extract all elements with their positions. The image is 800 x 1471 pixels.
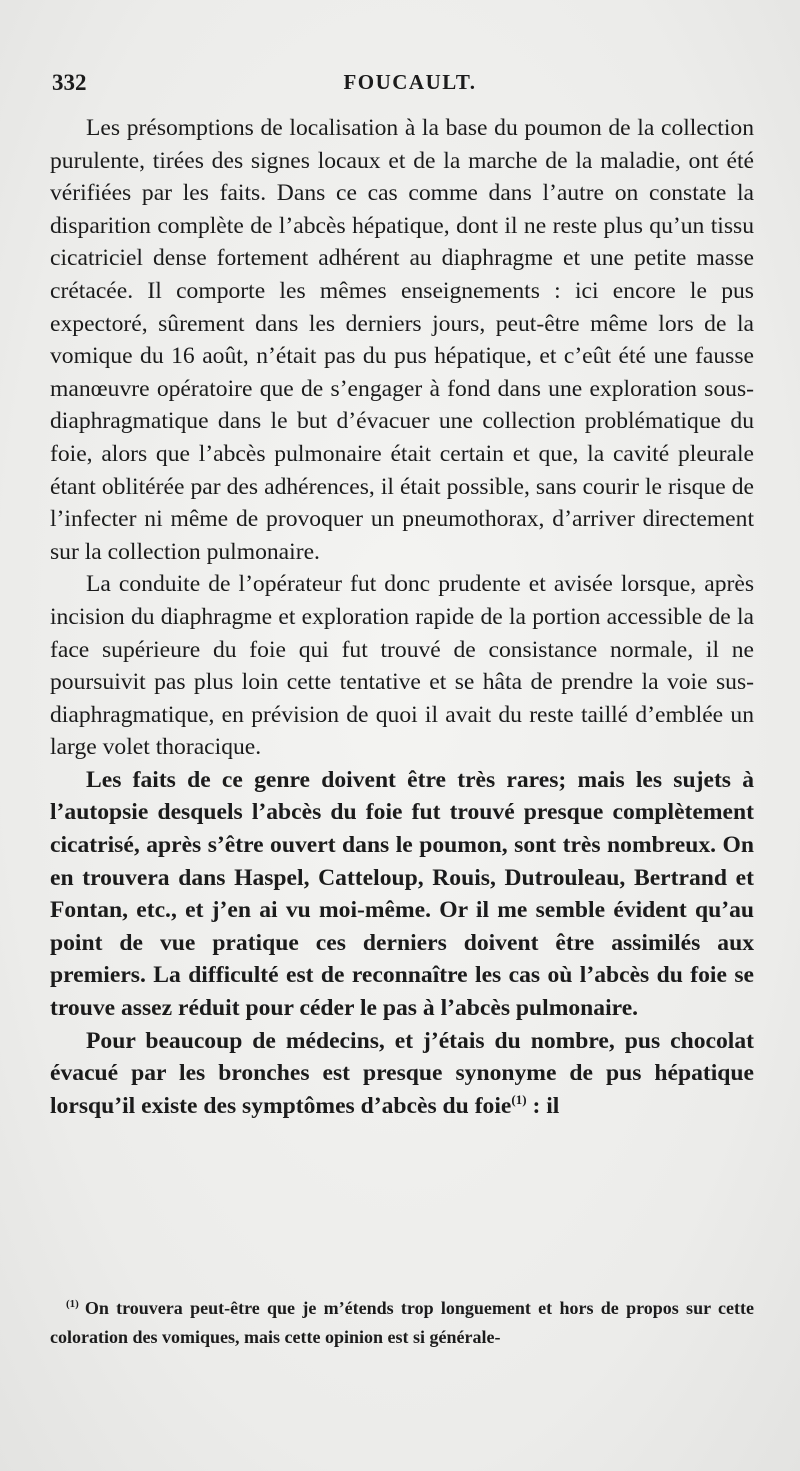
footnote-reference: (1) <box>511 1091 527 1107</box>
paragraph-4-text: Pour beaucoup de médecins, et j’étais du nombre, pus chocolat évacué par les bronches est presque synonyme de pus hépatique lorsqu’il existe des symptômes d’abcès du foie <box>50 1027 754 1119</box>
paragraph-4 <box>50 1025 754 1123</box>
paragraph-4-tail: : il <box>526 1092 560 1119</box>
paragraph-2: La conduite de l’opérateur fut donc prudente et avisée lorsque, après incision du diaphragme et exploration rapide de la portion accessible de la face supérieure du foie qui fut trouvé de consistance normale, il ne poursuivit pas plus loin cette tentative et se hâta de prendre la voie sus-diaphragmatique, en prévision de quoi il avait du reste taillé d’emblée un large volet thoracique. <box>50 571 754 761</box>
paragraph-3: Les faits de ce genre doivent être très rares; mais les sujets à l’autopsie desquels l’abcès du foie fut trouvé presque complètement cicatrisé, après s’être ouvert dans le poumon, sont très nombreux. On en trouvera dans Haspel, Catteloup, Rouis, Dutrouleau, Bertrand et Fontan, etc., et j’en ai vu moi-même. Or il me semble évident qu’au point de vue pratique ces derniers doivent être assimilés aux premiers. La difficulté est de reconnaître les cas où l’abcès du foie se trouve assez réduit pour céder le pas à l’abcès pulmonaire. <box>50 766 754 1022</box>
running-head: FOUCAULT. <box>343 70 477 94</box>
paragraph-1: Les présomptions de localisation à la base du poumon de la collection purulente, tirées des signes locaux et de la marche de la maladie, ont été vérifiées par les faits. Dans ce cas comme dans l’autre on constate la disparition complète de l’abcès hépatique, dont il ne reste plus qu’un tissu cicatriciel dense fortement adhérent au diaphragme et une petite masse crétacée. Il comporte les mêmes enseignements : ici encore le pus expectoré, sûrement dans les derniers jours, peut-être même lors de la vomique du 16 août, n’était pas du pus hépatique, et c’eût été une fausse manœuvre opératoire que de s’engager à fond dans une exploration sous-diaphragmatique dans le but d’évacuer une collection problématique du foie, alors que l’abcès pulmonaire était certain et que, la cavité pleurale étant oblitérée par des adhérences, il était possible, sans courir le risque de l’infecter ni même de provoquer un pneumothorax, d’arriver directement sur la collection pulmonaire. <box>50 115 754 565</box>
body-text <box>50 112 754 1122</box>
footnote-text: On trouvera peut-être que je m’étends trop longuement et hors de propos sur cette coloration des vomiques, mais cette opinion est si générale- <box>50 1298 754 1347</box>
footnote <box>50 1294 754 1352</box>
page-number: 332 <box>52 70 87 95</box>
page-header <box>52 70 748 104</box>
footnote-marker: (1) <box>66 1298 79 1310</box>
